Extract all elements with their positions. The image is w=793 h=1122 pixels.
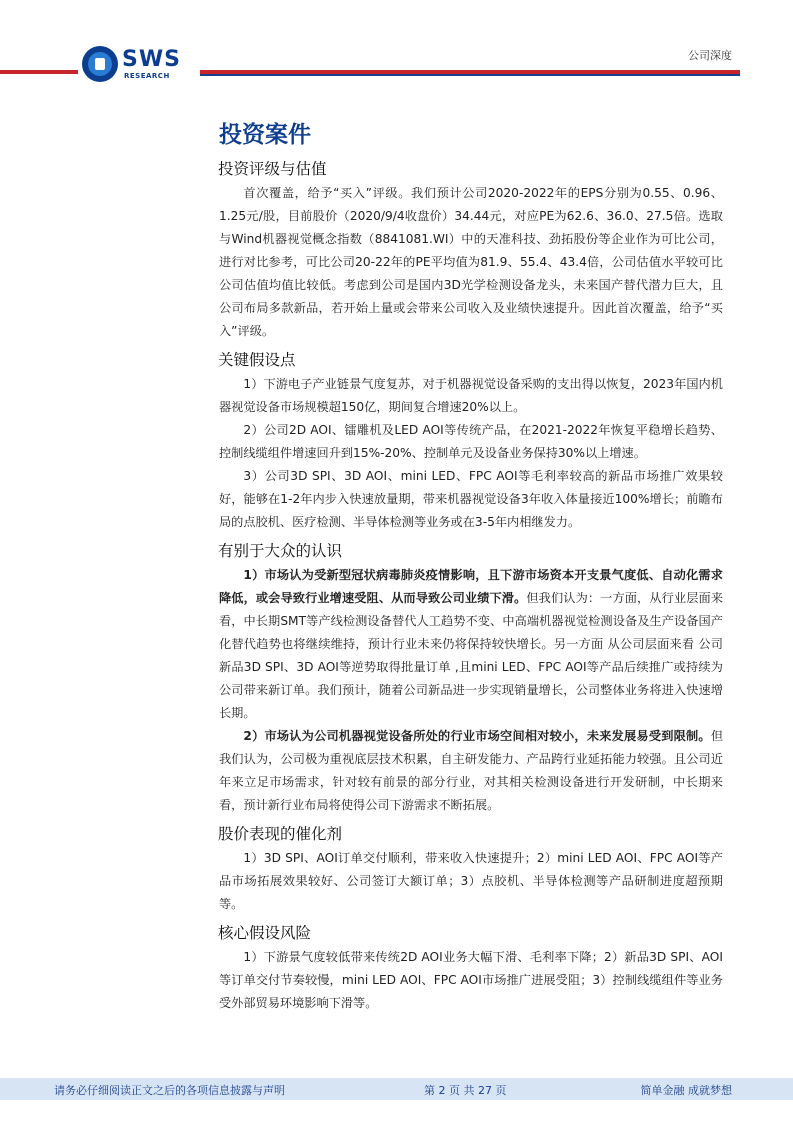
paragraph-text: 但我们认为，公司极为重视底层技术积累，自主研发能力、产品跨行业延拓能力较强。且公司近年来立足市场需求，针对较有前景的部分行业，对其相关检测设备进行开发研制，中长期来看，预计新行业布局将使得公司下游需求不断拓展。 [219,729,723,812]
section-title: 关键假设点 [218,351,296,369]
paragraph-text: 但我们认为：一方面，从行业层面来看，中长期SMT等产线检测设备替代人工趋势不变、中高端机器视觉检测设备及生产设备国产化替代趋势也将继续维持，预计行业未来仍将保持较快增长。另一方面 从公司层面来看 公司新品3D SPI、3D AOI等逆势取得批量订单 ,且mini LED、FPC AOI等产品后续推广或持续为公司带来新订单。我们预计，随着公司新品进一步实现销量增长，公司整体业务将进入快速增长期。 [219,591,724,720]
paragraph-text: 1）下游电子产业链景气度复苏，对于机器视觉设备采购的支出得以恢复，2023年国内机器视觉设备市场规模超150亿，期间复合增速20%以上。 [219,377,723,414]
header-rule-left [0,70,78,74]
sections-container [219,158,723,1015]
sws-logo [82,46,192,86]
paragraph-lead: 1）市场认为受新型冠状病毒肺炎疫情影响，且下游市场资本开支景气度低、自动化需求降低，或会导致行业增速受阻、从而导致公司业绩下滑。 [219,568,723,605]
logo-text: SWS [122,47,181,72]
report-body [219,118,723,1015]
header-rule-blue [200,74,740,76]
paragraph-text: 2）公司2D AOI、镭雕机及LED AOI等传统产品，在2021-2022年恢复平稳增长趋势、控制线缆组件增速回升到15%-20%、控制单元及设备业务保持30%以上增速。 [219,423,723,460]
section-title: 投资评级与估值 [218,160,327,178]
section-title: 股价表现的催化剂 [218,825,343,843]
footer-page-number: 第 2 页 共 27 页 [424,1084,507,1097]
document-type-label: 公司深度 [688,49,732,62]
section-paragraph [219,182,723,343]
page-footer [0,1078,793,1100]
footer-slogan: 简单金融 成就梦想 [640,1084,732,1097]
section-paragraph [219,564,723,725]
section-paragraph [219,373,723,419]
paragraph-text: 3）公司3D SPI、3D AOI、mini LED、FPC AOI等毛利率较高的新品市场推广效果较好，能够在1-2年内步入快速放量期，带来机器视觉设备3年收入体量接近100%增长；前瞻布局的点胶机、医疗检测、半导体检测等业务或在3-5年内相继发力。 [219,469,723,529]
page-header [0,0,793,90]
section-title: 核心假设风险 [218,924,312,942]
paragraph-lead: 2）市场认为公司机器视觉设备所处的行业市场空间相对较小，未来发展易受到限制。 [243,729,711,743]
footer-disclaimer: 请务必仔细阅读正文之后的各项信息披露与声明 [54,1084,285,1097]
section-title: 有别于大众的认识 [218,542,343,560]
logo-mark-icon [82,46,118,82]
paragraph-text: 1）下游景气度较低带来传统2D AOI业务大幅下滑、毛利率下降；2）新品3D SPI、AOI等订单交付节奏较慢，mini LED AOI、FPC AOI市场推广进展受阻；3）控制线缆组件等业务受外部贸易环境影响下滑等。 [219,950,723,1010]
section-paragraph [219,419,723,465]
page-title: 投资案件 [219,122,311,148]
section-paragraph [219,465,723,534]
section-paragraph [219,847,723,916]
paragraph-text: 首次覆盖，给予“买入”评级。我们预计公司2020-2022年的EPS分别为0.55、0.96、1.25元/股，目前股价（2020/9/4收盘价）34.44元，对应PE为62.6、36.0、27.5倍。选取与Wind机器视觉概念指数（8841081.WI）中的天准科技、劲拓股份等企业作为可比公司，进行对比参考，可比公司20-22年的PE平均值为81.9、55.4、43.4倍，公司估值水平较可比公司估值均值比较低。考虑到公司是国内3D光学检测设备龙头，未来国产替代潜力巨大，且公司布局多款新品，若开始上量或会带来公司收入及业绩快速提升。因此首次覆盖，给予“买入”评级。 [219,186,723,338]
section-paragraph [219,946,723,1015]
logo-subtext: RESEARCH [124,72,170,80]
paragraph-text: 1）3D SPI、AOI订单交付顺利，带来收入快速提升；2）mini LED AOI、FPC AOI等产品市场拓展效果较好、公司签订大额订单；3）点胶机、半导体检测等产品研制进度超预期等。 [219,851,723,911]
section-paragraph [219,725,723,817]
